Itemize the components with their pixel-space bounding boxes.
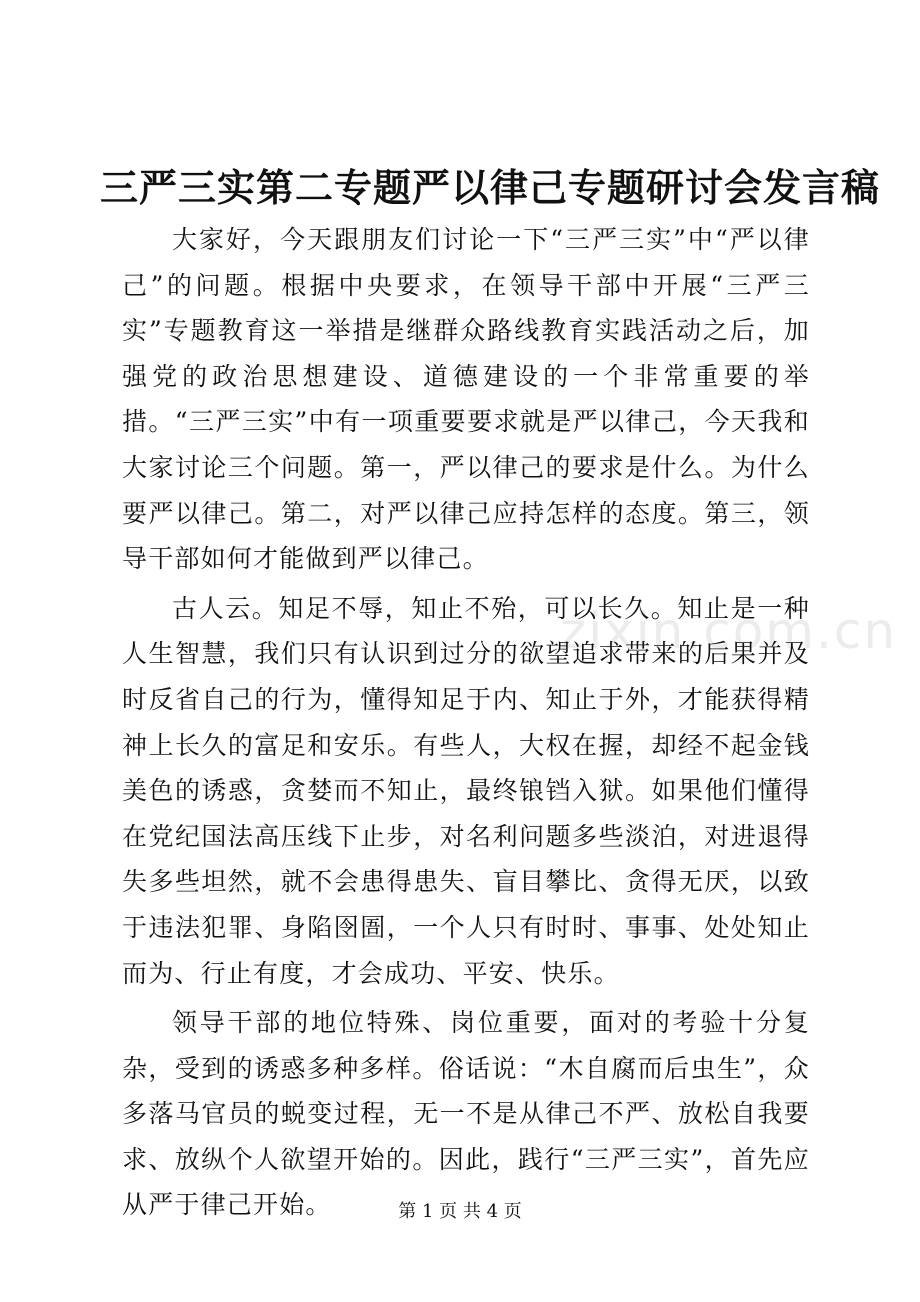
document-body — [122, 217, 810, 1232]
paragraph-3: 领导干部的地位特殊、岗位重要，面对的考验十分复杂，受到的诱惑多种多样。俗话说：“木自腐而后虫生”，众多落马官员的蜕变过程，无一不是从律己不严、放松自我要求、放纵个人欲望开始的。因此，践行“三严三实”，首先应从严于律己开始。 — [122, 1008, 810, 1220]
paragraph-2: 古人云。知足不辱，知止不殆，可以长久。知止是一种人生智慧，我们只有认识到过分的欲望追求带来的后果并及时反省自己的行为，懂得知足于内、知止于外，才能获得精神上长久的富足和安乐。有些人，大权在握，却经不起金钱美色的诱惑，贪婪而不知止，最终锒铛入狱。如果他们懂得在党纪国法高压线下止步，对名利问题多些淡泊，对进退得失多些坦然，就不会患得患失、盲目攀比、贪得无厌，以致于违法犯罪、身陷囹圄，一个人只有时时、事事、处处知止而为、行止有度，才会成功、平安、快乐。 — [122, 593, 810, 988]
document-title: 三严三实第二专题严以律己专题研讨会发言稿 — [100, 166, 881, 210]
watermark: zixin.com.cn — [560, 602, 898, 660]
paragraph-1: 大家好，今天跟朋友们讨论一下“三严三实”中“严以律己”的问题。根据中央要求，在领导干部中开展“三严三实”专题教育这一举措是继群众路线教育实践活动之后，加强党的政治思想建设、道德建设的一个非常重要的举措。“三严三实”中有一项重要要求就是严以律己，今天我和大家讨论三个问题。第一，严以律己的要求是什么。为什么要严以律己。第二，对严以律己应持怎样的态度。第三，领导干部如何才能做到严以律己。 — [122, 225, 810, 574]
page-number: 第 1 页 共 4 页 — [398, 1201, 522, 1222]
